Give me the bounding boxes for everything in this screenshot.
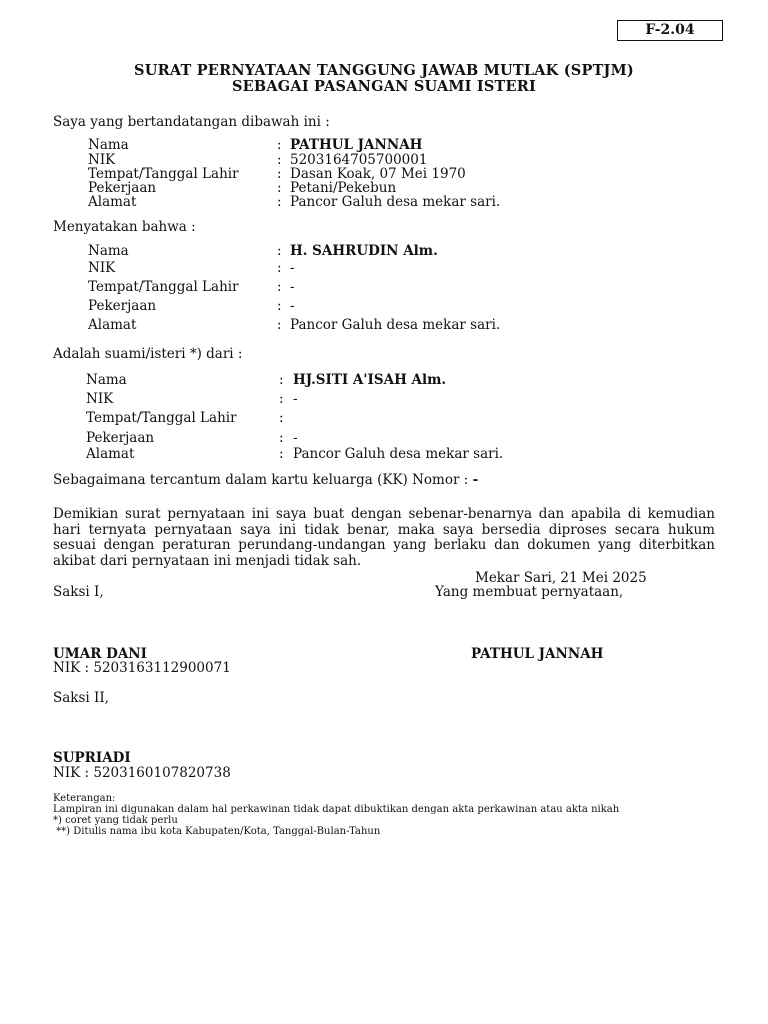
colon: :: [277, 298, 282, 314]
colon: :: [279, 372, 284, 388]
person1-ttl: -: [290, 279, 295, 295]
label-ttl: Tempat/Tanggal Lahir: [88, 279, 239, 295]
colon: :: [279, 410, 284, 426]
notes-line-3: **) Ditulis nama ibu kota Kabupaten/Kota, Tanggal-Bulan-Tahun: [53, 826, 381, 837]
witness2-name: SUPRIADI: [53, 750, 131, 766]
label-nama: Nama: [86, 372, 127, 388]
declarant-name: PATHUL JANNAH: [290, 137, 423, 153]
label-pekerjaan: Pekerjaan: [86, 430, 155, 446]
colon: :: [277, 166, 282, 182]
declarant-job: Petani/Pekebun: [290, 180, 397, 196]
label-nik: NIK: [88, 152, 116, 168]
witness1-name: UMAR DANI: [53, 646, 147, 662]
label-ttl: Tempat/Tanggal Lahir: [88, 166, 239, 182]
kk-number: -: [472, 472, 479, 488]
person1-job: -: [290, 298, 295, 314]
intro-text: Saya yang bertandatangan dibawah ini :: [53, 114, 330, 130]
witness1-label: Saksi I,: [53, 584, 104, 600]
witness1-nik: NIK : 5203163112900071: [53, 660, 231, 676]
person2-nik: -: [293, 391, 298, 407]
colon: :: [277, 137, 282, 153]
label-alamat: Alamat: [86, 446, 135, 462]
label-pekerjaan: Pekerjaan: [88, 180, 157, 196]
declarant-address: Pancor Galuh desa mekar sari.: [290, 194, 501, 210]
label-nama: Nama: [88, 243, 129, 259]
label-nik: NIK: [86, 391, 114, 407]
colon: :: [279, 430, 284, 446]
notes-heading: Keterangan:: [53, 793, 116, 804]
person1-name: H. SAHRUDIN Alm.: [290, 243, 438, 259]
colon: :: [279, 446, 284, 462]
person1-address: Pancor Galuh desa mekar sari.: [290, 317, 501, 333]
states-that-text: Menyatakan bahwa :: [53, 219, 196, 235]
label-nama: Nama: [88, 137, 129, 153]
person2-job: -: [293, 430, 298, 446]
notes-line-1: Lampiran ini digunakan dalam hal perkawinan tidak dapat dibuktikan dengan akta perkawinan atau akta nikah: [53, 804, 620, 815]
notes-line-2: *) coret yang tidak perlu: [53, 815, 178, 826]
colon: :: [277, 194, 282, 210]
title-line-2: SEBAGAI PASANGAN SUAMI ISTERI: [231, 78, 537, 95]
witness2-label: Saksi II,: [53, 690, 109, 706]
colon: :: [279, 391, 284, 407]
declarant-nik: 5203164705700001: [290, 152, 428, 168]
label-alamat: Alamat: [88, 317, 137, 333]
person2-name: HJ.SITI A'ISAH Alm.: [293, 372, 447, 388]
place-date: Mekar Sari, 21 Mei 2025: [475, 570, 647, 586]
colon: :: [277, 260, 282, 276]
maker-label: Yang membuat pernyataan,: [435, 584, 624, 600]
statement-paragraph: Demikian surat pernyataan ini saya buat dengan sebenar-benarnya dan apabila di kemudian hari ternyata pernyataan saya ini tidak benar, maka saya bersedia diproses secara hukum sesuai dengan peraturan perundang-undangan yang berlaku dan dokumen yang diterbitkan akibat dari pernyataan ini menjadi tidak sah.: [53, 506, 715, 569]
kk-line: [53, 472, 478, 488]
spouse-of-text: Adalah suami/isteri *) dari :: [53, 346, 243, 362]
declarant-ttl: Dasan Koak, 07 Mei 1970: [290, 166, 466, 182]
form-code-box: F-2.04: [617, 20, 723, 41]
person1-nik: -: [290, 260, 295, 276]
colon: :: [277, 279, 282, 295]
title-line-1: SURAT PERNYATAAN TANGGUNG JAWAB MUTLAK (SPTJM): [134, 62, 634, 79]
label-alamat: Alamat: [88, 194, 137, 210]
colon: :: [277, 180, 282, 196]
colon: :: [277, 317, 282, 333]
label-nik: NIK: [88, 260, 116, 276]
maker-name: PATHUL JANNAH: [471, 646, 604, 662]
colon: :: [277, 152, 282, 168]
label-pekerjaan: Pekerjaan: [88, 298, 157, 314]
label-ttl: Tempat/Tanggal Lahir: [86, 410, 237, 426]
witness2-nik: NIK : 5203160107820738: [53, 765, 231, 781]
kk-text: Sebagaimana tercantum dalam kartu keluarga (KK) Nomor :: [53, 472, 473, 488]
person2-address: Pancor Galuh desa mekar sari.: [293, 446, 504, 462]
colon: :: [277, 243, 282, 259]
